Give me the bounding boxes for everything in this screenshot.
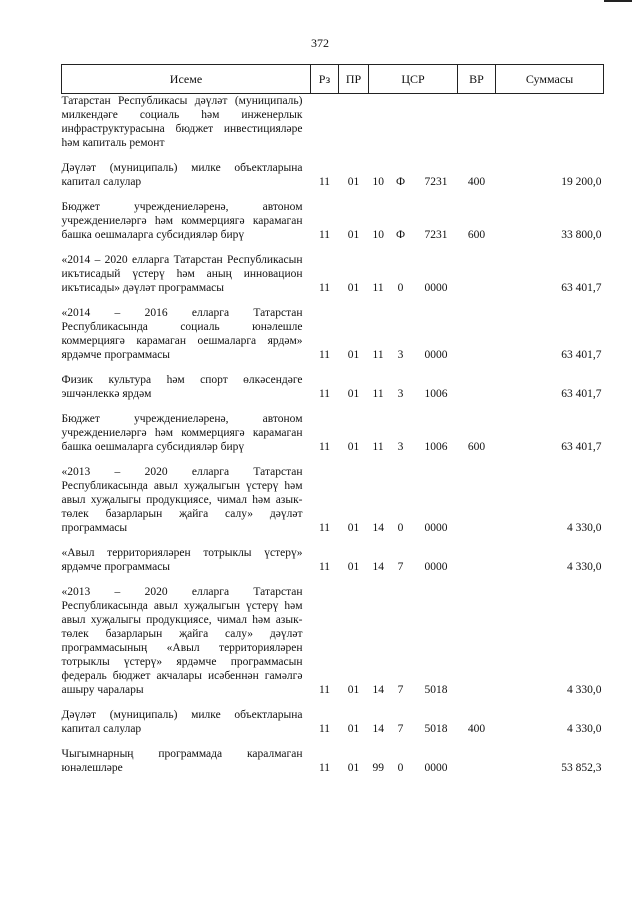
cell-rz: 11 bbox=[318, 176, 331, 188]
header-row bbox=[62, 65, 604, 94]
cell-csr1: 10 bbox=[372, 229, 384, 241]
cell-csr3: 5018 bbox=[424, 723, 448, 735]
cell-csr2: 3 bbox=[397, 441, 404, 453]
cell-csr1: 11 bbox=[372, 349, 384, 361]
cell-name: Бюджет учреждениеләренә, автоном учреждениеләргә һәм коммерциягә карамаган башка оешмаларга субсидияләр бирү bbox=[61, 201, 303, 241]
cell-sum: 53 852,3 bbox=[561, 762, 602, 774]
table-row bbox=[62, 538, 604, 577]
cell-csr1: 10 bbox=[372, 176, 384, 188]
cell-vr bbox=[458, 739, 496, 778]
header-sum: Суммасы bbox=[496, 65, 604, 94]
table-row bbox=[62, 365, 604, 404]
cell-vr bbox=[458, 298, 496, 365]
cell-rz: 11 bbox=[318, 684, 331, 696]
cell-sum: 33 800,0 bbox=[561, 229, 602, 241]
cell-rz: 11 bbox=[318, 388, 331, 400]
cell-csr3: 1006 bbox=[424, 441, 448, 453]
cell-csr1: 14 bbox=[372, 522, 384, 534]
cell-csr2: 3 bbox=[397, 388, 404, 400]
cell-pr: 01 bbox=[347, 762, 360, 774]
cell-csr2: 0 bbox=[397, 282, 404, 294]
cell-name: «2013 – 2020 елларга Татарстан Республикасында авыл хуҗалыгын үстерү һәм авыл хуҗалыгы продукциясе, чимал һәм азык-төлек базарларын җайга салу» дәүләт программасының «Авыл территорияләрен тотрыклы үстерү» ярдәмче программасын федераль бюджет акчалары исәбеннән гамәлгә ашыру чаралары bbox=[61, 586, 303, 696]
cell-vr bbox=[458, 245, 496, 298]
cell-csr2: 7 bbox=[397, 561, 404, 573]
cell-name: Татарстан Республикасы дәүләт (муниципаль) милкендәге социаль һәм инженерлык инфраструктурасына бюджет инвестицияләре һәм капиталь ремонт bbox=[61, 95, 303, 149]
cell-sum: 63 401,7 bbox=[561, 349, 602, 361]
cell-name: «2013 – 2020 елларга Татарстан Республикасында авыл хуҗалыгын үстерү һәм авыл хуҗалыгы продукциясе, чимал һәм азык-төлек базарларын җайга салу» дәүләт программасы bbox=[61, 466, 303, 534]
cell-csr1: 11 bbox=[372, 441, 384, 453]
table-row bbox=[62, 192, 604, 245]
cell-pr: 01 bbox=[347, 441, 360, 453]
header-pr: ПР bbox=[339, 65, 369, 94]
cell-name: Чыгымнарның программада каралмаган юнәлешләре bbox=[61, 748, 303, 774]
header-name: Исеме bbox=[62, 65, 311, 94]
cell-sum: 4 330,0 bbox=[567, 684, 602, 696]
cell-csr3: 5018 bbox=[424, 684, 448, 696]
cell-pr: 01 bbox=[347, 229, 360, 241]
cell-pr: 01 bbox=[347, 522, 360, 534]
cell-csr2: Ф bbox=[395, 176, 406, 188]
corner-mark bbox=[604, 0, 632, 2]
cell-pr: 01 bbox=[347, 349, 360, 361]
cell-csr1: 14 bbox=[372, 684, 384, 696]
cell-name: Дәүләт (муниципаль) милке объектларына капитал салулар bbox=[61, 162, 303, 188]
cell-vr bbox=[458, 538, 496, 577]
cell-csr3: 1006 bbox=[424, 388, 448, 400]
table-row bbox=[62, 153, 604, 192]
table-row bbox=[62, 739, 604, 778]
cell-csr3: 0000 bbox=[424, 522, 448, 534]
cell-rz: 11 bbox=[318, 522, 331, 534]
cell-vr: 400 bbox=[467, 176, 486, 188]
table-row bbox=[62, 577, 604, 700]
cell-csr2: 7 bbox=[397, 723, 404, 735]
cell-rz: 11 bbox=[318, 561, 331, 573]
header-rz: Рз bbox=[311, 65, 339, 94]
cell-sum: 4 330,0 bbox=[567, 723, 602, 735]
table-row bbox=[62, 457, 604, 538]
cell-name: «Авыл территорияләрен тотрыклы үстерү» ярдәмче программасы bbox=[61, 547, 303, 573]
cell-vr: 400 bbox=[467, 723, 486, 735]
table-row bbox=[62, 298, 604, 365]
cell-csr1: 11 bbox=[372, 282, 384, 294]
cell-sum: 63 401,7 bbox=[561, 282, 602, 294]
cell-csr1 bbox=[369, 94, 389, 154]
header-vr: ВР bbox=[458, 65, 496, 94]
cell-sum: 4 330,0 bbox=[567, 561, 602, 573]
cell-rz: 11 bbox=[318, 349, 331, 361]
cell-csr1: 99 bbox=[372, 762, 384, 774]
cell-csr2: 0 bbox=[397, 522, 404, 534]
cell-csr2: 7 bbox=[397, 684, 404, 696]
cell-name: «2014 – 2020 елларга Татарстан Республикасын икътисадый үстерү һәм аның инновацион икътисады» дәүләт программасы bbox=[61, 254, 303, 294]
cell-sum: 63 401,7 bbox=[561, 388, 602, 400]
cell-csr3 bbox=[413, 94, 458, 154]
cell-rz: 11 bbox=[318, 441, 331, 453]
cell-vr bbox=[458, 94, 496, 154]
cell-rz: 11 bbox=[318, 282, 331, 294]
cell-vr bbox=[458, 457, 496, 538]
cell-rz: 11 bbox=[318, 723, 331, 735]
cell-sum: 4 330,0 bbox=[567, 522, 602, 534]
cell-sum bbox=[496, 94, 604, 154]
cell-pr: 01 bbox=[347, 561, 360, 573]
cell-pr bbox=[339, 94, 369, 154]
cell-csr3: 0000 bbox=[424, 561, 448, 573]
cell-rz: 11 bbox=[318, 229, 331, 241]
cell-csr3: 0000 bbox=[424, 349, 448, 361]
cell-name: Дәүләт (муниципаль) милке объектларына капитал салулар bbox=[61, 709, 303, 735]
cell-csr1: 14 bbox=[372, 723, 384, 735]
table-row bbox=[62, 94, 604, 154]
cell-csr3: 0000 bbox=[424, 762, 448, 774]
cell-csr2 bbox=[389, 94, 413, 154]
cell-name: Физик культура һәм спорт өлкәсендәге эшчәнлеккә ярдәм bbox=[61, 374, 303, 400]
page-number: 372 bbox=[311, 36, 329, 50]
cell-pr: 01 bbox=[347, 723, 360, 735]
header-csr: ЦСР bbox=[369, 65, 458, 94]
cell-csr3: 7231 bbox=[424, 229, 448, 241]
cell-sum: 19 200,0 bbox=[561, 176, 602, 188]
cell-name: Бюджет учреждениеләренә, автоном учреждениеләргә һәм коммерциягә карамаган башка оешмаларга субсидияләр бирү bbox=[61, 413, 303, 453]
cell-pr: 01 bbox=[347, 684, 360, 696]
cell-csr2: Ф bbox=[395, 229, 406, 241]
cell-pr: 01 bbox=[347, 176, 360, 188]
cell-csr1: 11 bbox=[372, 388, 384, 400]
cell-pr: 01 bbox=[347, 388, 360, 400]
table-row bbox=[62, 245, 604, 298]
cell-vr: 600 bbox=[467, 229, 486, 241]
cell-rz bbox=[311, 94, 339, 154]
cell-name: «2014 – 2016 елларга Татарстан Республикасында социаль юнәлешле коммерциягә карамаган оешмаларга ярдәм» ярдәмче программасы bbox=[61, 307, 303, 361]
cell-rz: 11 bbox=[318, 762, 331, 774]
cell-csr3: 7231 bbox=[424, 176, 448, 188]
cell-vr: 600 bbox=[467, 441, 486, 453]
table-row bbox=[62, 404, 604, 457]
cell-csr3: 0000 bbox=[424, 282, 448, 294]
cell-sum: 63 401,7 bbox=[561, 441, 602, 453]
cell-vr bbox=[458, 577, 496, 700]
cell-pr: 01 bbox=[347, 282, 360, 294]
budget-table bbox=[61, 64, 604, 778]
cell-csr1: 14 bbox=[372, 561, 384, 573]
cell-vr bbox=[458, 365, 496, 404]
table-body bbox=[62, 94, 604, 779]
cell-csr2: 3 bbox=[397, 349, 404, 361]
cell-csr2: 0 bbox=[397, 762, 404, 774]
table-row bbox=[62, 700, 604, 739]
